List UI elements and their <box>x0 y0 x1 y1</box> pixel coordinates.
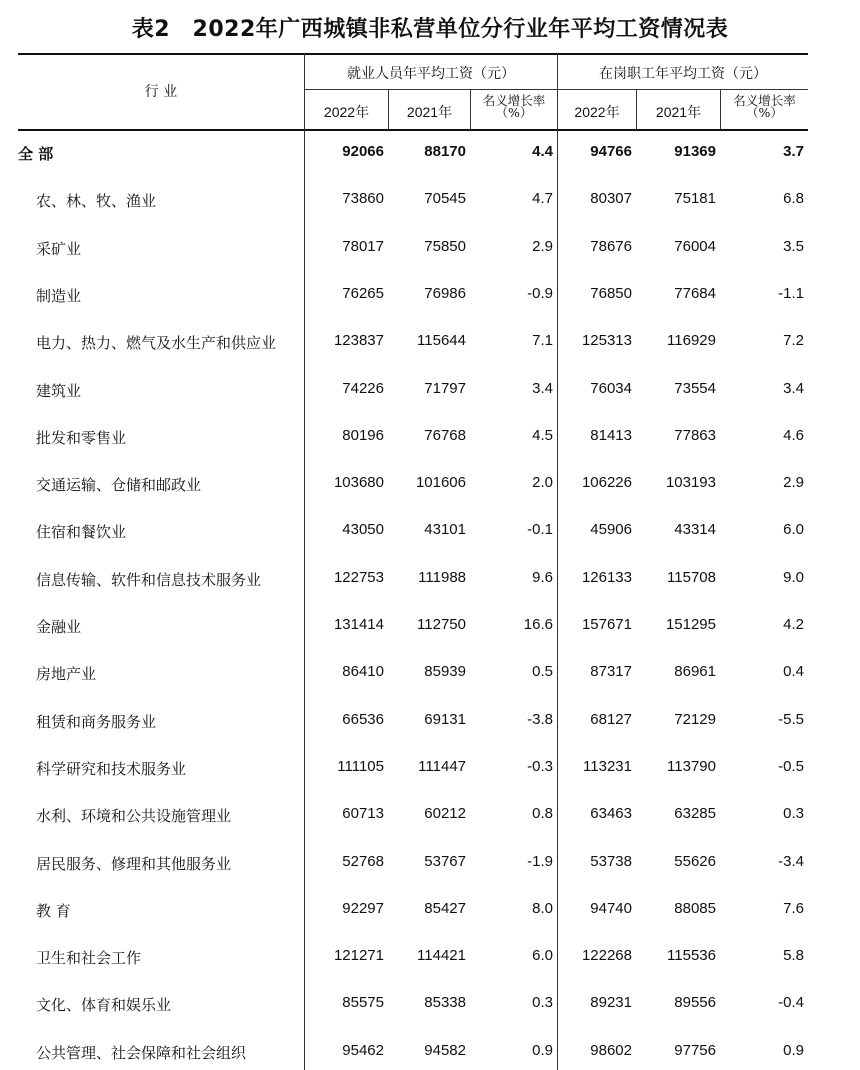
growth-rate-label: 名义增长率 <box>733 93 796 108</box>
industry-name: 建筑业 <box>36 382 82 400</box>
value-bg: -1.1 <box>778 285 804 302</box>
value-a21: 43101 <box>424 521 466 538</box>
value-bg: 3.5 <box>783 238 804 255</box>
value-b21: 151295 <box>665 616 716 633</box>
value-b22: 63463 <box>590 805 632 822</box>
value-a22: 131414 <box>333 616 384 633</box>
value-ag: -0.1 <box>527 521 553 538</box>
value-ag: 0.3 <box>532 994 553 1011</box>
value-b22: 113231 <box>583 758 632 775</box>
industry-name: 文化、体育和娱乐业 <box>36 996 172 1014</box>
value-bg: 0.9 <box>783 1042 804 1059</box>
value-a22: 122753 <box>333 569 384 586</box>
value-a21: 71797 <box>424 380 466 397</box>
value-bg: 0.3 <box>783 805 804 822</box>
value-a22: 66536 <box>342 711 384 728</box>
value-b21: 91369 <box>674 143 716 160</box>
page-title: 表2 2022年广西城镇非私营单位分行业年平均工资情况表 <box>131 17 729 42</box>
industry-name: 公共管理、社会保障和社会组织 <box>36 1044 247 1062</box>
value-a21: 114421 <box>417 947 466 964</box>
value-b21: 77863 <box>674 427 716 444</box>
value-b21: 75181 <box>674 190 716 207</box>
value-b21: 73554 <box>674 380 716 397</box>
value-bg: 2.9 <box>783 474 804 491</box>
value-bg: 5.8 <box>783 947 804 964</box>
value-a21: 88170 <box>424 143 466 160</box>
value-b21: 97756 <box>674 1042 716 1059</box>
value-bg: -3.4 <box>778 853 804 870</box>
value-b21: 115708 <box>667 569 716 586</box>
value-a21: 69131 <box>424 711 466 728</box>
value-ag: -3.8 <box>527 711 553 728</box>
value-b21: 55626 <box>674 853 716 870</box>
industry-name: 居民服务、修理和其他服务业 <box>36 855 232 873</box>
value-a21: 53767 <box>424 853 466 870</box>
growth-rate-label: 名义增长率 <box>482 93 546 108</box>
year-2022-header: 2022年 <box>323 104 370 120</box>
header-bottom-rule <box>18 129 808 131</box>
value-b22: 89231 <box>590 994 632 1011</box>
value-b21: 113790 <box>667 758 716 775</box>
value-bg: -0.5 <box>778 758 804 775</box>
value-a21: 75850 <box>424 238 466 255</box>
value-b21: 63285 <box>674 805 716 822</box>
value-bg: -0.4 <box>778 994 804 1011</box>
value-b21: 76004 <box>674 238 716 255</box>
value-b21: 88085 <box>674 900 716 917</box>
value-b22: 94766 <box>590 143 632 160</box>
value-a21: 76768 <box>424 427 466 444</box>
value-b21: 77684 <box>674 285 716 302</box>
body-divider <box>557 130 558 1070</box>
value-a21: 111988 <box>418 569 466 586</box>
value-bg: 7.2 <box>783 332 804 349</box>
industry-name: 金融业 <box>36 618 82 636</box>
growth-rate-unit: （%） <box>746 105 783 120</box>
year-2021-header: 2021年 <box>406 104 453 120</box>
value-ag: 9.6 <box>532 569 553 586</box>
value-b22: 76034 <box>590 380 632 397</box>
industry-name: 电力、热力、燃气及水生产和供应业 <box>36 334 277 352</box>
value-b22: 68127 <box>590 711 632 728</box>
value-b21: 86961 <box>674 663 716 680</box>
value-a21: 76986 <box>424 285 466 302</box>
value-ag: 2.9 <box>532 238 553 255</box>
value-a21: 111447 <box>418 758 466 775</box>
value-b22: 76850 <box>590 285 632 302</box>
industry-name: 农、林、牧、渔业 <box>36 192 157 210</box>
value-a22: 80196 <box>342 427 384 444</box>
value-a22: 95462 <box>342 1042 384 1059</box>
value-ag: 4.5 <box>532 427 553 444</box>
industry-name: 租赁和商务服务业 <box>36 713 157 731</box>
value-a22: 123837 <box>333 332 384 349</box>
value-a22: 73860 <box>342 190 384 207</box>
value-b21: 72129 <box>674 711 716 728</box>
worker-wage-group-header: 在岗职工年平均工资（元） <box>599 66 767 82</box>
value-a21: 94582 <box>424 1042 466 1059</box>
value-bg: 7.6 <box>783 900 804 917</box>
value-b22: 157671 <box>581 616 632 633</box>
value-b22: 94740 <box>590 900 632 917</box>
value-b22: 53738 <box>590 853 632 870</box>
value-a21: 101606 <box>415 474 466 491</box>
industry-name: 水利、环境和公共设施管理业 <box>36 807 232 825</box>
value-bg: 4.2 <box>783 616 804 633</box>
value-bg: 6.8 <box>783 190 804 207</box>
value-a22: 86410 <box>342 663 384 680</box>
value-ag: 2.0 <box>532 474 553 491</box>
value-ag: 3.4 <box>532 380 553 397</box>
value-a22: 111105 <box>337 758 384 775</box>
industry-name: 全 部 <box>18 145 54 163</box>
value-ag: 16.6 <box>523 616 553 633</box>
value-a22: 103680 <box>333 474 384 491</box>
value-b21: 116929 <box>667 332 716 349</box>
value-a22: 78017 <box>342 238 384 255</box>
value-b22: 80307 <box>590 190 632 207</box>
value-b21: 89556 <box>674 994 716 1011</box>
value-b22: 45906 <box>590 521 632 538</box>
value-ag: 0.5 <box>532 663 553 680</box>
industry-name: 采矿业 <box>36 240 82 258</box>
value-b21: 115536 <box>667 947 716 964</box>
value-ag: 7.1 <box>532 332 553 349</box>
year-2021-header: 2021年 <box>655 104 702 120</box>
value-a22: 60713 <box>342 805 384 822</box>
value-ag: -0.9 <box>527 285 553 302</box>
value-b21: 103193 <box>665 474 716 491</box>
industry-name: 房地产业 <box>36 665 97 683</box>
value-ag: 4.4 <box>532 143 553 160</box>
top-rule <box>18 53 808 55</box>
industry-header: 行 业 <box>144 84 178 100</box>
value-ag: 8.0 <box>532 900 553 917</box>
value-bg: 6.0 <box>783 521 804 538</box>
value-a22: 121271 <box>333 947 384 964</box>
industry-name: 制造业 <box>36 287 82 305</box>
value-b21: 43314 <box>674 521 716 538</box>
value-a22: 74226 <box>342 380 384 397</box>
value-ag: 4.7 <box>532 190 553 207</box>
value-a21: 70545 <box>424 190 466 207</box>
value-a22: 92297 <box>342 900 384 917</box>
value-ag: -0.3 <box>527 758 553 775</box>
industry-name: 住宿和餐饮业 <box>36 523 127 541</box>
value-bg: 0.4 <box>783 663 804 680</box>
value-bg: 4.6 <box>783 427 804 444</box>
industry-name: 科学研究和技术服务业 <box>36 760 187 778</box>
value-b22: 98602 <box>590 1042 632 1059</box>
value-ag: -1.9 <box>527 853 553 870</box>
value-a22: 52768 <box>342 853 384 870</box>
year-2022-header: 2022年 <box>574 104 620 120</box>
industry-name: 信息传输、软件和信息技术服务业 <box>36 571 262 589</box>
value-ag: 6.0 <box>532 947 553 964</box>
value-bg: 9.0 <box>783 569 804 586</box>
value-b22: 126133 <box>581 569 632 586</box>
value-a22: 43050 <box>342 521 384 538</box>
value-a21: 112750 <box>417 616 466 633</box>
value-b22: 87317 <box>590 663 632 680</box>
industry-name: 教 育 <box>36 902 71 920</box>
value-bg: 3.7 <box>783 143 804 160</box>
growth-rate-unit: （%） <box>495 105 533 120</box>
industry-name: 批发和零售业 <box>36 429 127 447</box>
value-b22: 106226 <box>581 474 632 491</box>
growth-rate-header <box>721 95 808 119</box>
value-a21: 85939 <box>424 663 466 680</box>
industry-name: 卫生和社会工作 <box>36 949 142 967</box>
body-divider <box>304 130 305 1070</box>
employee-wage-group-header: 就业人员年平均工资（元） <box>347 66 515 82</box>
value-a21: 85427 <box>424 900 466 917</box>
value-bg: 3.4 <box>783 380 804 397</box>
value-a21: 60212 <box>424 805 466 822</box>
industry-name: 交通运输、仓储和邮政业 <box>36 476 202 494</box>
value-b22: 122268 <box>581 947 632 964</box>
value-ag: 0.8 <box>532 805 553 822</box>
growth-rate-header <box>471 95 557 119</box>
value-b22: 125313 <box>581 332 632 349</box>
value-a22: 85575 <box>342 994 384 1011</box>
value-ag: 0.9 <box>532 1042 553 1059</box>
value-b22: 81413 <box>590 427 632 444</box>
value-b22: 78676 <box>590 238 632 255</box>
value-a22: 92066 <box>342 143 384 160</box>
value-a21: 85338 <box>424 994 466 1011</box>
value-a22: 76265 <box>342 285 384 302</box>
value-a21: 115644 <box>417 332 466 349</box>
value-bg: -5.5 <box>778 711 804 728</box>
